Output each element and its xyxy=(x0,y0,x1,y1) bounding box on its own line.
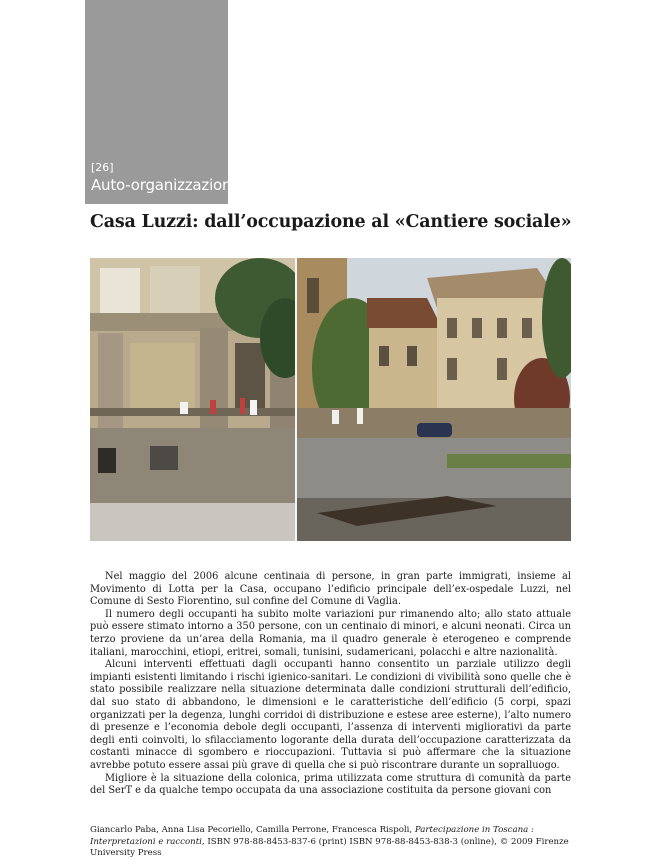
footer-isbn: , ISBN 978-88-8453-837-6 (print) ISBN 978-88-8453-838-3 (online), © 2009 Firenze University Press xyxy=(90,836,569,858)
paragraph-2: Il numero degli occupanti ha subito molte variazioni pur rimanendo alto; allo stato attuale può essere stimato intorno a 350 persone, con un centinaio di minori, e alcuni neonati. Circa un terzo proviene da un’area della Romania, ma il quadro generale è eterogeneo e comprende italiani, marocchini, etiopi, eritrei, somali, tunisini, sudamericani, polacchi e altre nazionalità. xyxy=(90,608,571,658)
body-text xyxy=(90,571,571,798)
building-photo xyxy=(90,258,571,541)
paragraph-3: Alcuni interventi effettuati dagli occupanti hanno consentito un parziale utilizzo degli impianti esistenti limitando i rischi igienico-sanitari. Le condizioni di vivibilità sono quelle che è stato possibile realizzare nella situazione determinata dalle condizioni strutturali dell’edificio, dal suo stato di abbandono, le dimensioni e le caratteristiche dell’edificio (5 corpi, spazi organizzati per la degenza, lunghi corridoi di distribuzione e estese aree esterne), l’alto numero di presenze e l’economia debole degli occupanti, l’assenza di interventi migliorativi da parte degli enti coinvolti, lo sfilacciamento logorante della durata dell’occupazione caratterizzata da costanti minacce di sgombero e rioccupazioni. Tuttavia si può affermare che la situazione avrebbe potuto essere assai più grave di quella che si può riscontrare durante un sopralluogo. xyxy=(90,659,571,771)
page-number: [26] xyxy=(91,161,114,174)
photo-right-building xyxy=(297,258,571,541)
photo-left-building xyxy=(90,258,297,541)
footer-book-title: Partecipazione in Toscana : Interpretazioni e racconti xyxy=(90,825,534,847)
paragraph-4: Migliore è la situazione della colonica, prima utilizzata come struttura di comunità da parte del SerT e da qualche tempo occupata da una associazione costituita da persone giovani con xyxy=(90,772,571,797)
section-label: Auto-organizzazione xyxy=(91,176,241,194)
paragraph-1: Nel maggio del 2006 alcune centinaia di persone, in gran parte immigrati, insieme al Movimento di Lotta per la Casa, occupano l’edificio principale dell’ex-ospedale Luzzi, nel Comune di Sesto Fiorentino, sul confine del Comune di Vaglia. xyxy=(90,571,571,608)
citation-footer xyxy=(90,825,571,860)
chapter-title: Casa Luzzi: dall’occupazione al «Cantiere sociale» xyxy=(90,212,572,232)
running-header-block xyxy=(85,0,241,204)
footer-authors: Giancarlo Paba, Anna Lisa Pecoriello, Camilla Perrone, Francesca Rispoli, xyxy=(90,825,413,835)
